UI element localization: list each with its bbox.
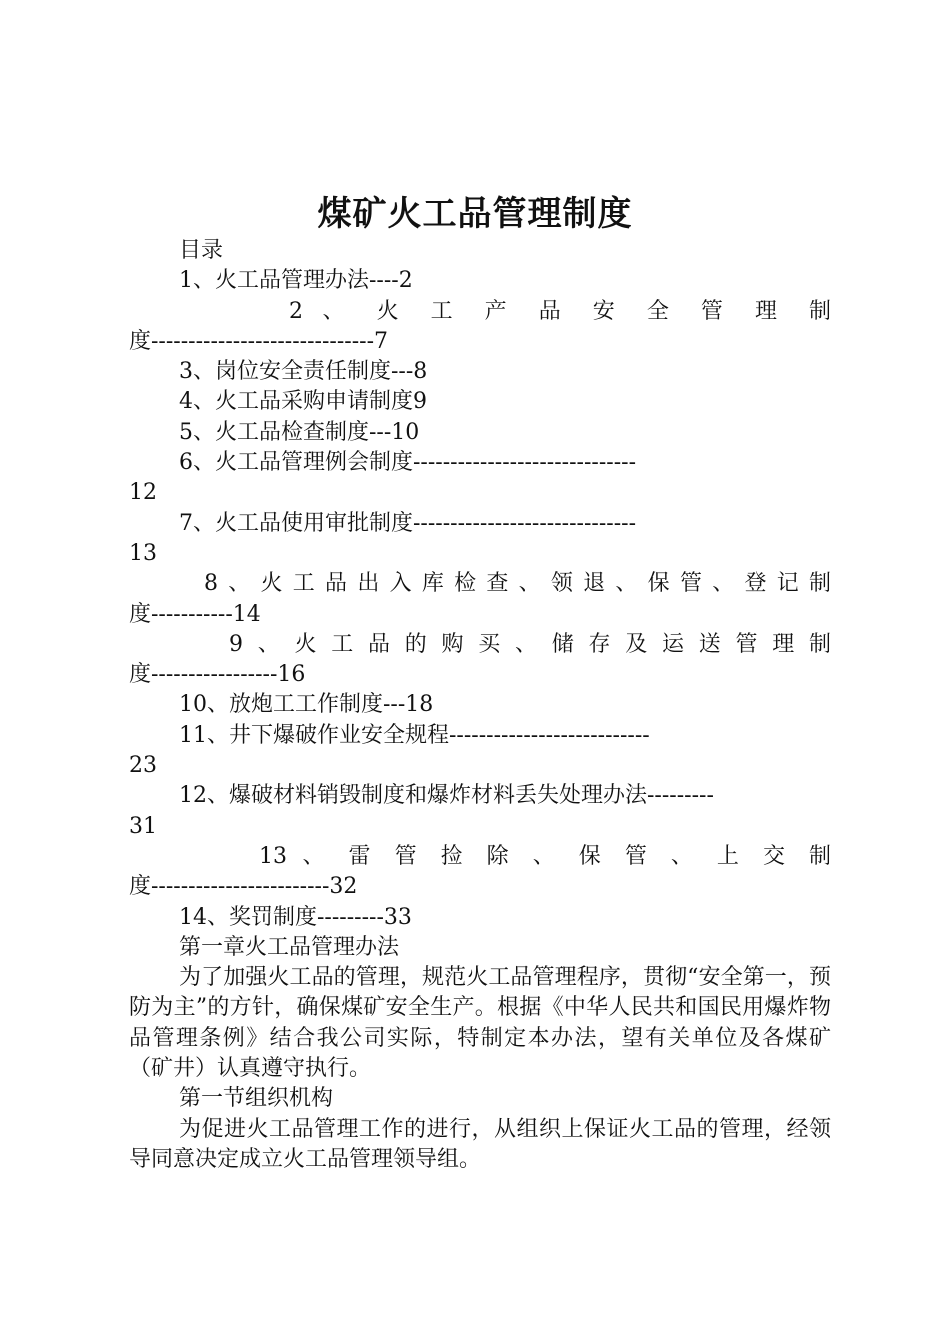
toc-item-12-continuation: 31 (129, 813, 157, 839)
toc-item-9: 9、火工品的购买、储存及运送管理制 (229, 631, 831, 657)
toc-item-6: 6、火工品管理例会制度------------------------------ (179, 450, 637, 476)
section-heading: 第一节组织机构 (179, 1086, 334, 1112)
toc-item-11-continuation: 23 (129, 753, 157, 779)
toc-item-10: 10、放炮工工作制度---18 (179, 692, 434, 718)
document-body (129, 236, 831, 1175)
toc-item-2-continuation: 度------------------------------7 (129, 328, 389, 354)
toc-item-8-continuation: 度-----------14 (129, 601, 261, 627)
toc-item-6-continuation: 12 (129, 480, 157, 506)
document-title: 煤矿火工品管理制度 (317, 194, 633, 234)
toc-item-1: 1、火工品管理办法----2 (179, 268, 413, 294)
toc-item-5: 5、火工品检查制度---10 (179, 419, 420, 445)
toc-item-7: 7、火工品使用审批制度------------------------------ (179, 510, 637, 536)
toc-item-11: 11、井下爆破作业安全规程--------------------------- (179, 722, 650, 748)
section-paragraph: 为促进火工品管理工作的进行，从组织上保证火工品的管理，经领导同意决定成立火工品管理领导组。 (129, 1116, 831, 1172)
toc-item-4: 4、火工品采购申请制度9 (179, 389, 427, 415)
toc-item-14: 14、奖罚制度---------33 (179, 904, 412, 930)
toc-item-2: 2 、 火 工 产 品 安 全 管 理 制 (289, 298, 831, 324)
toc-item-13: 13 、 雷 管 捡 除 、 保 管 、 上 交 制 (259, 843, 831, 869)
toc-item-7-continuation: 13 (129, 540, 157, 566)
toc-item-3: 3、岗位安全责任制度---8 (179, 359, 428, 385)
toc-item-9-continuation: 度-----------------16 (129, 662, 306, 688)
chapter-heading: 第一章火工品管理办法 (179, 934, 400, 960)
toc-heading: 目录 (179, 238, 224, 263)
toc-item-12: 12、爆破材料销毁制度和爆炸材料丢失处理办法--------- (179, 783, 714, 809)
toc-item-13-continuation: 度------------------------32 (129, 874, 358, 900)
toc-item-8: 8、火工品出入库检查、领退、保管、登记制 (204, 571, 831, 597)
chapter-paragraph: 为了加强火工品的管理，规范火工品管理程序，贯彻“安全第一，预防为主”的方针，确保煤矿安全生产。根据《中华人民共和国民用爆炸物品管理条例》结合我公司实际，特制定本办法，望有关单位及各煤矿（矿井）认真遵守执行。 (129, 965, 831, 1082)
